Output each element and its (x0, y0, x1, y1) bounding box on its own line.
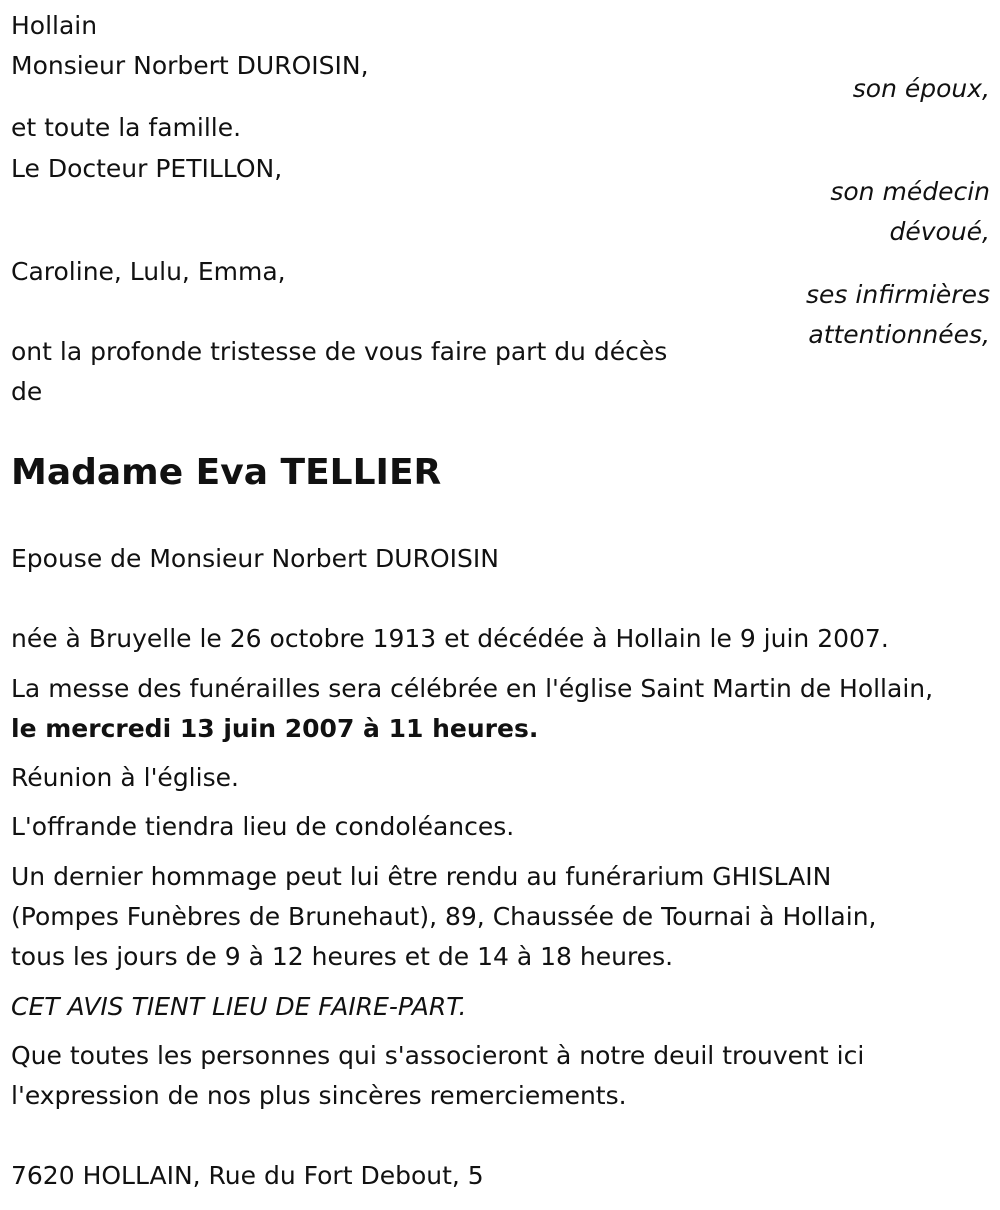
mass-date: le mercredi 13 juin 2007 à 11 heures. (11, 714, 539, 743)
doctor-name: Le Docteur PETILLON, (11, 154, 283, 183)
nurses-relation-line-2: attentionnées, (808, 320, 990, 349)
nurses-names: Caroline, Lulu, Emma, (11, 257, 286, 286)
announcement-line-2: de (11, 377, 43, 406)
notice-line: CET AVIS TIENT LIEU DE FAIRE-PART. (11, 992, 467, 1021)
deceased-name: Madame Eva TELLIER (11, 452, 442, 493)
meeting-line: Réunion à l'église. (11, 763, 239, 792)
mass-line: La messe des funérailles sera célébrée en l'église Saint Martin de Hollain, (11, 674, 934, 703)
spouse-relation: son époux, (852, 74, 990, 103)
family-address: 7620 HOLLAIN, Rue du Fort Debout, 5 (11, 1161, 484, 1190)
thanks-line-2: l'expression de nos plus sincères remerciements. (11, 1081, 627, 1110)
spouse-name: Monsieur Norbert DUROISIN, (11, 51, 369, 80)
thanks-line-1: Que toutes les personnes qui s'associeront à notre deuil trouvent ici (11, 1041, 865, 1070)
homage-line-3: tous les jours de 9 à 12 heures et de 14 à 18 heures. (11, 942, 674, 971)
homage-line-1: Un dernier hommage peut lui être rendu au funérarium GHISLAIN (11, 862, 832, 891)
birth-death-line: née à Bruyelle le 26 octobre 1913 et décédée à Hollain le 9 juin 2007. (11, 624, 889, 653)
homage-line-2: (Pompes Funèbres de Brunehaut), 89, Chaussée de Tournai à Hollain, (11, 902, 877, 931)
announcement-line-1: ont la profonde tristesse de vous faire part du décès (11, 337, 668, 366)
offering-line: L'offrande tiendra lieu de condoléances. (11, 812, 515, 841)
doctor-relation-line-1: son médecin (830, 177, 990, 206)
spouse-of-line: Epouse de Monsieur Norbert DUROISIN (11, 544, 499, 573)
family-line: et toute la famille. (11, 113, 242, 142)
nurses-relation-line-1: ses infirmières (806, 280, 990, 309)
place-name: Hollain (11, 11, 98, 40)
doctor-relation-line-2: dévoué, (889, 217, 990, 246)
